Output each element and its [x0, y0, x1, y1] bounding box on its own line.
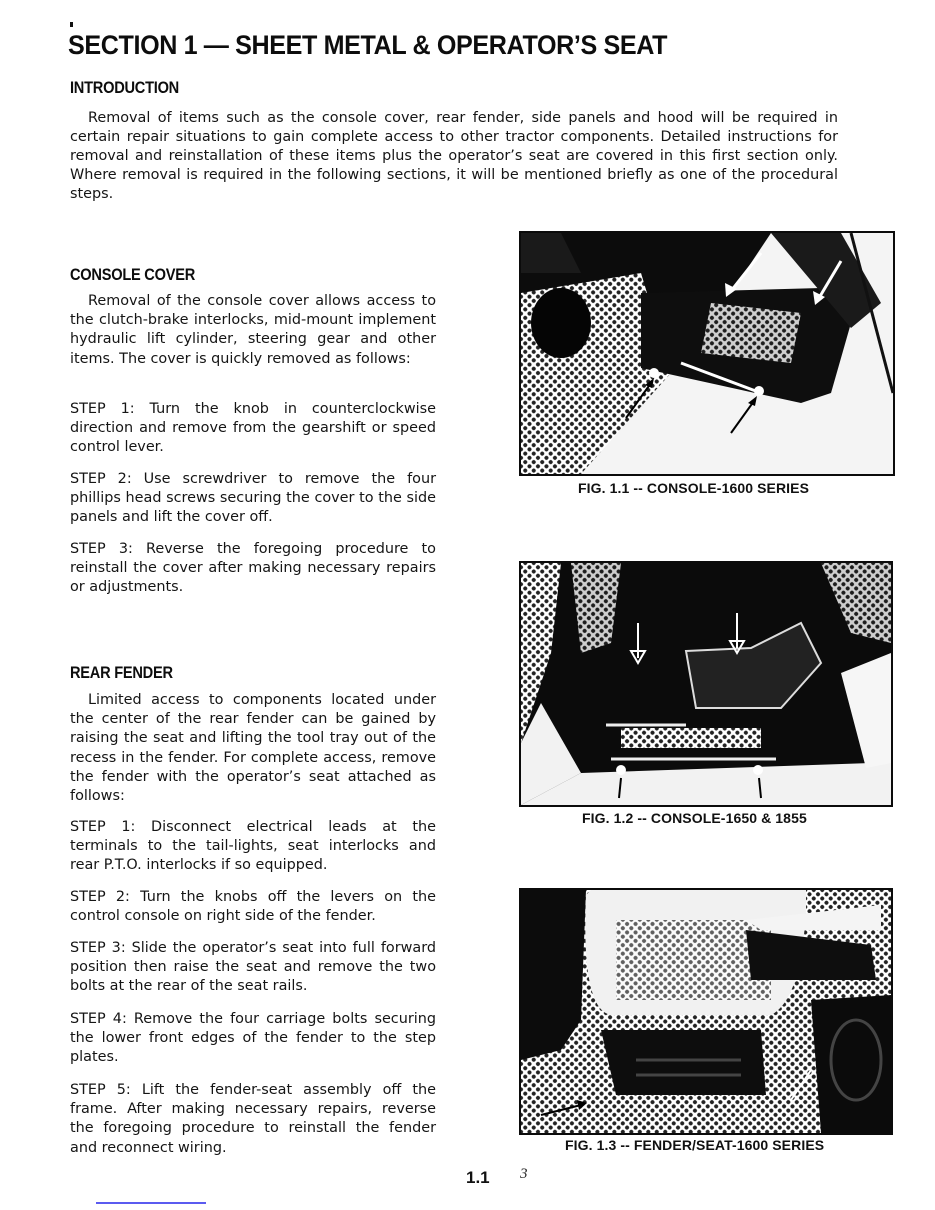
rear-fender-step-4: STEP 4: Remove the four carriage bolts securing the lower front edges of the fender to the step plates.: [70, 1011, 436, 1066]
rear-fender-intro: Limited access to components located under the center of the rear fender can be gained by raising the seat and lifting the tool tray out of the recess in the fender. For complete access, remove the fender with the operator’s seat attached as follows:: [70, 692, 436, 805]
figure-1-2-caption: FIG. 1.2 -- CONSOLE-1650 & 1855: [582, 810, 807, 826]
console-cover-step-3: STEP 3: Reverse the foregoing procedure to reinstall the cover after making necessary repairs or adjustments.: [70, 541, 436, 596]
console-cover-step-1: STEP 1: Turn the knob in counterclockwise direction and remove from the gearshift or speed control lever.: [70, 401, 436, 456]
rear-fender-heading: REAR FENDER: [70, 663, 173, 682]
rear-fender-step-3: STEP 3: Slide the operator’s seat into full forward position then raise the seat and remove the two bolts at the rear of the seat rails.: [70, 940, 436, 995]
handwritten-page-mark: 3: [520, 1166, 528, 1182]
rear-fender-step-1: STEP 1: Disconnect electrical leads at the terminals to the tail-lights, seat interlocks and rear P.T.O. interlocks if so equipped.: [70, 819, 436, 874]
rear-fender-step-5: STEP 5: Lift the fender-seat assembly off the frame. After making necessary repairs, reverse the foregoing procedure to reinstall the fender and reconnect wiring.: [70, 1082, 436, 1156]
fender-seat-photo-image: [521, 890, 891, 1133]
page-number: 1.1: [466, 1168, 490, 1187]
console-photo-image: [521, 563, 891, 805]
blue-rule-divider: [96, 1202, 206, 1204]
figure-1-2-photo: [519, 561, 893, 807]
figure-1-1-caption: FIG. 1.1 -- CONSOLE-1600 SERIES: [578, 480, 810, 496]
console-photo-image: [521, 233, 893, 474]
console-cover-step-2: STEP 2: Use screwdriver to remove the four phillips head screws securing the cover to the side panels and lift the cover off.: [70, 471, 436, 526]
rear-fender-step-2: STEP 2: Turn the knobs off the levers on the control console on right side of the fender.: [70, 889, 436, 925]
introduction-heading: INTRODUCTION: [70, 78, 179, 97]
figure-1-3-caption: FIG. 1.3 -- FENDER/SEAT-1600 SERIES: [565, 1137, 825, 1153]
stray-mark: [70, 22, 73, 27]
console-cover-intro: Removal of the console cover allows access to the clutch-brake interlocks, mid-mount implement hydraulic lift cylinder, steering gear and other items. The cover is quickly removed as follows:: [70, 293, 436, 367]
figure-1-1-photo: [519, 231, 895, 476]
introduction-text: Removal of items such as the console cover, rear fender, side panels and hood will be required in certain repair situations to gain complete access to other tractor components. Detailed instructions for removal and reinstallation of these items plus the operator’s seat are covered in this first section only. Where removal is required in the following sections, it will be mentioned briefly as one of the procedural steps.: [70, 110, 838, 202]
figure-1-3-photo: [519, 888, 893, 1135]
section-title: SECTION 1 — SHEET METAL & OPERATOR’S SEAT: [68, 30, 668, 60]
console-cover-heading: CONSOLE COVER: [70, 265, 195, 284]
